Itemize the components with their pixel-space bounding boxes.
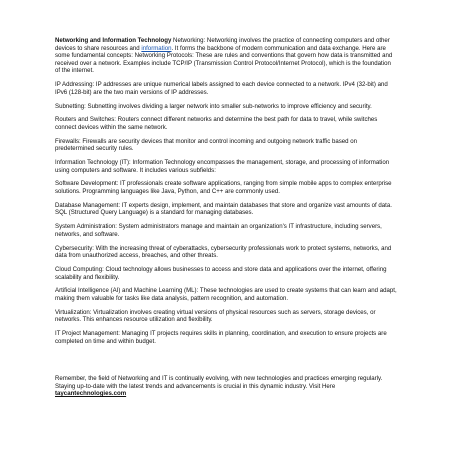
intro-text-part-2: . It forms the backbone of modern communication and data exchange. Here are some fundamental concepts: Networking Protocols: These are rules and conventions that govern how data is transmitted and received over a network. Examples include TCP/IP (Transmission Control Protocol/Internet Protocol), which is the foundation of the internet. <box>55 44 393 75</box>
paragraph-subnetting: Subnetting: Subnetting involves dividing a larger network into smaller sub-networks to improve efficiency and security. <box>55 102 372 110</box>
paragraph-cloud-computing: Cloud Computing: Cloud technology allows businesses to access and store data and applications over the internet, offering scalability and flexibility. <box>55 265 387 281</box>
paragraph-routers-switches: Routers and Switches: Routers connect different networks and determine the best path for data to travel, while switches connect devices within the same network. <box>55 116 378 131</box>
paragraph-virtualization: Virtualization: Virtualization involves creating virtual versions of physical resources such as servers, storage devices, or networks. This enhances resource utilization and flexibility. <box>55 308 376 324</box>
closing-paragraph <box>55 375 397 398</box>
taycantechnologies-link[interactable]: taycantechnologies.com <box>55 390 127 398</box>
paragraph-database-management: Database Management: IT experts design, implement, and maintain databases that store and organize vast amounts of data. SQL (Structured Query Language) is a standard for managing databases. <box>55 201 392 217</box>
paragraph-firewalls: Firewalls: Firewalls are security devices that monitor and control incoming and outgoing network traffic based on predetermined security rules. <box>55 137 358 153</box>
intro-text-part-1: Networking: Networking involves the practice of connecting computers and other devices to share resources and <box>55 37 390 52</box>
paragraph-cybersecurity: Cybersecurity: With the increasing threat of cyberattacks, cybersecurity professionals work to protect systems, networks, and data from unauthorized access, breaches, and other threats. <box>55 244 392 260</box>
paragraph-software-development: Software Development: IT professionals create software applications, ranging from simple mobile apps to complex enterprise solutions. Programming languages like Java, Python, and C++ are commonly used. <box>55 180 392 196</box>
paragraph-it-project-management: IT Project Management: Managing IT projects requires skills in planning, coordination, and execution to ensure projects are completed on time and within budget. <box>55 330 387 345</box>
paragraph-ai-ml: Artificial Intelligence (AI) and Machine Learning (ML): These technologies are used to create systems that can learn and adapt, making them valuable for tasks like data analysis, pattern recognition, and automation. <box>55 287 397 302</box>
intro-paragraph <box>55 37 397 75</box>
paragraph-information-technology: Information Technology (IT): Information Technology encompasses the management, storage, and processing of information using computers and software. It includes various subfields: <box>55 159 390 174</box>
paragraph-ip-addressing: IP Addressing: IP addresses are unique numerical labels assigned to each device connected to a network. IPv4 (32-bit) and IPv6 (128-bit) are the two main versions of IP addresses. <box>55 81 388 96</box>
document-title: Networking and Information Technology <box>55 37 172 44</box>
closing-text: Remember, the field of Networking and IT is continually evolving, with new technologies and practices emerging regularly. Staying up-to-date with the latest trends and advancements is crucial in this dynamic industry. Visit Here <box>55 375 383 390</box>
information-link[interactable]: information <box>141 44 172 52</box>
paragraph-system-administration: System Administration: System administrators manage and maintain an organization's IT infrastructure, including servers, networks, and software. <box>55 223 382 238</box>
